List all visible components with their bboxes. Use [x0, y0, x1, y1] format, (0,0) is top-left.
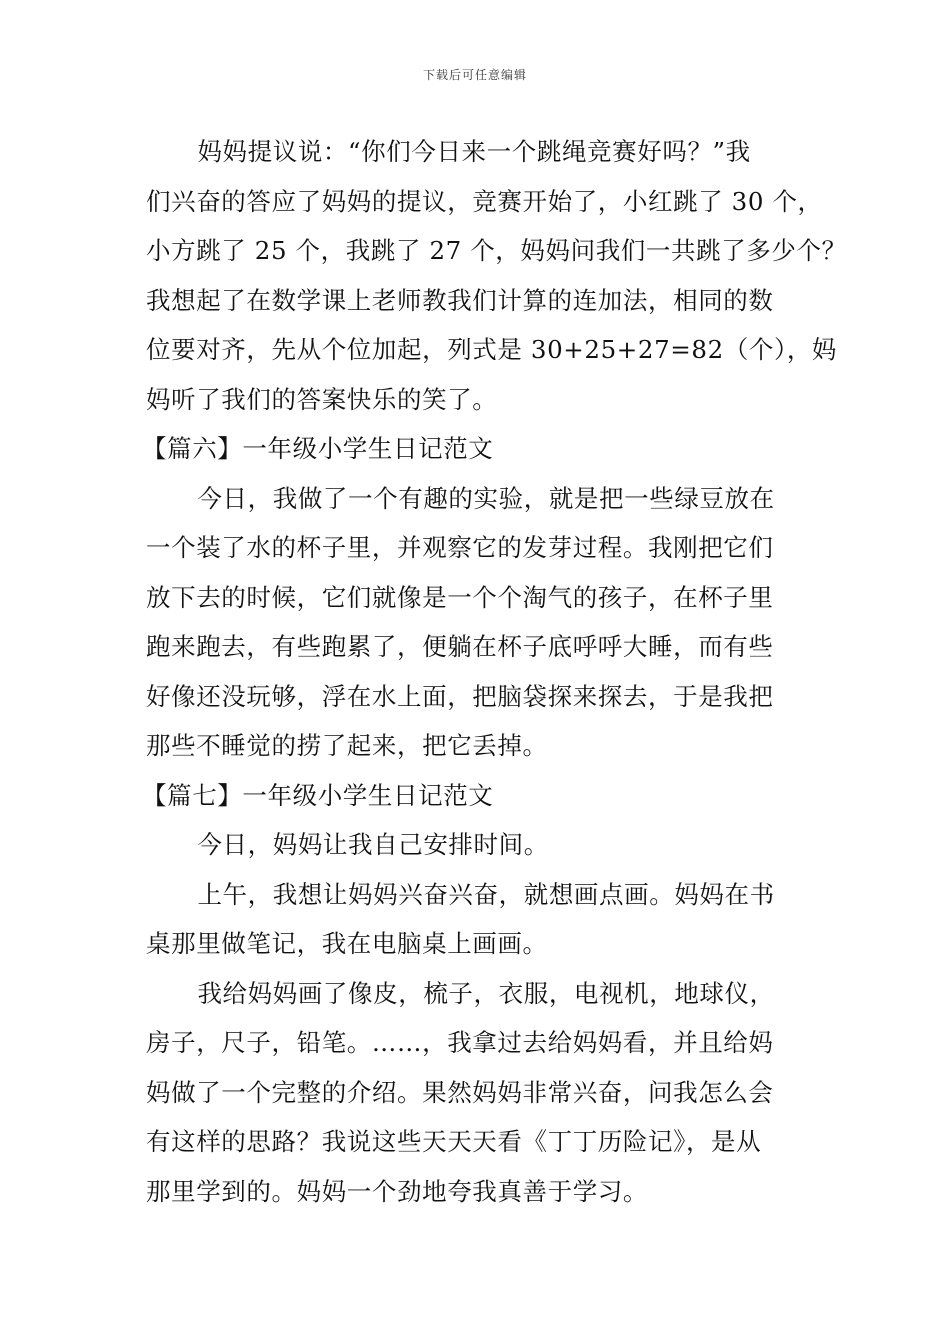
paragraph-line: 妈妈提议说：“你们今日来一个跳绳竞赛好吗？”我	[197, 137, 751, 166]
paragraph-line: 好像还没玩够，浮在水上面，把脑袋探来探去，于是我把	[146, 681, 774, 711]
paragraph	[146, 127, 847, 424]
paragraph	[146, 969, 836, 1217]
paragraph-line: 妈听了我们的答案快乐的笑了。	[146, 384, 498, 414]
paragraph-line: 妈做了一个完整的介绍。果然妈妈非常兴奋，问我怎么会	[146, 1077, 774, 1107]
document-body	[142, 127, 847, 1216]
paragraph-line: 小方跳了 25 个，我跳了 27 个，妈妈问我们一共跳了多少个？	[146, 236, 847, 265]
paragraph-line: 们兴奋的答应了妈妈的提议，竞赛开始了，小红跳了 30 个，	[146, 186, 823, 216]
paragraph-line: 今日，我做了一个有趣的实验，就是把一些绿豆放在	[197, 483, 775, 513]
paragraph	[146, 820, 836, 870]
page-header-note: 下载后可任意编辑	[422, 68, 527, 82]
paragraph-line: 一个装了水的杯子里，并观察它的发芽过程。我刚把它们	[146, 533, 774, 562]
paragraph	[146, 870, 836, 969]
paragraph-line: 位要对齐，先从个位加起，列式是 30+25+27=82（个），妈	[146, 335, 838, 364]
paragraph-line: 放下去的时候，它们就像是一个个淘气的孩子，在杯子里	[146, 582, 774, 612]
paragraph	[146, 474, 836, 771]
paragraph-line: 我给妈妈画了像皮，梳子，衣服，电视机，地球仪，	[197, 978, 775, 1008]
paragraph-line: 那些不睡觉的捞了起来，把它丢掉。	[146, 731, 548, 760]
section-heading: 【篇六】一年级小学生日记范文	[142, 434, 494, 463]
paragraph-line: 跑来跑去，有些跑累了，便躺在杯子底呼呼大睡，而有些	[146, 632, 774, 661]
section-heading: 【篇七】一年级小学生日记范文	[142, 780, 494, 810]
paragraph-line: 房子，尺子，铅笔。……，我拿过去给妈妈看，并且给妈	[146, 1028, 774, 1057]
paragraph-line: 那里学到的。妈妈一个劲地夸我真善于学习。	[146, 1176, 648, 1206]
paragraph-line: 今日，妈妈让我自己安排时间。	[197, 830, 549, 859]
paragraph-line: 有这样的思路？我说这些天天天看《丁丁历险记》，是从	[146, 1127, 762, 1156]
paragraph-line: 桌那里做笔记，我在电脑桌上画画。	[146, 929, 548, 958]
paragraph-line: 上午，我想让妈妈兴奋兴奋，就想画点画。妈妈在书	[197, 879, 775, 909]
paragraph-line: 我想起了在数学课上老师教我们计算的连加法，相同的数	[146, 285, 774, 315]
